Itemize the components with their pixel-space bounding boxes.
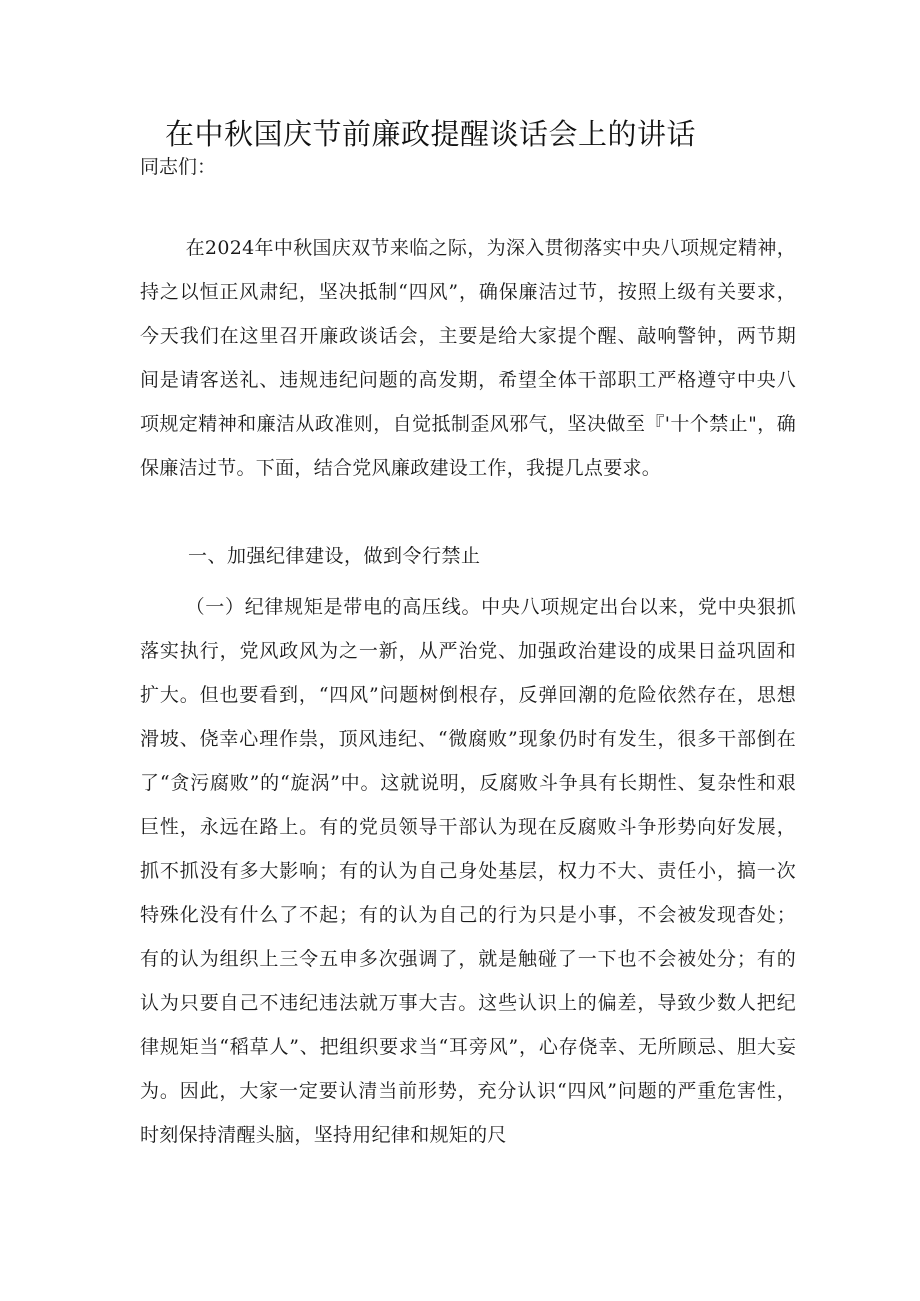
- section-paragraph: （一）纪律规矩是带电的高压线。中央八项规定出台以来，党中央狠抓落实执行，党风政风为之一新，从严治党、加强政治建设的成果日益巩固和扩大。但也要看到，“四风”问题树倒根存，反弹回潮的危险依然存在，思想滑坡、侥幸心理作祟，顶风违纪、“微腐败”现象仍时有发生，很多干部倒在了“贪污腐败”的“旋涡”中。这就说明，反腐败斗争具有长期性、复杂性和艰巨性，永远在路上。有的党员领导干部认为现在反腐败斗争形势向好发展，抓不抓没有多大影响；有的认为自己身处基层，权力不大、责任小，搞一次特殊化没有什么了不起；有的认为自己的行为只是小事，不会被发现杳处；有的认为组织上三令五申多次强调了，就是触碰了一下也不会被处分；有的认为只要自己不违纪违法就万事大吉。这些认识上的偏差，导致少数人把纪律规矩当“稻草人”、把组织要求当“耳旁风”，心存侥幸、无所顾忌、胆大妄为。因此，大家一定要认清当前形势，充分认识“四风”问题的严重危害性，时刻保持清醒头脑，坚持用纪律和规矩的尺: [140, 596, 796, 1146]
- salutation: 同志们：: [140, 156, 217, 178]
- section-heading: 一、加强纪律建设，做到令行禁止: [188, 545, 481, 567]
- document-title: 在中秋国庆节前廉政提醒谈话会上的讲话: [165, 117, 697, 151]
- intro-paragraph: 在2024年中秋国庆双节来临之际，为深入贯彻落实中央八项规定精神，持之以恒正风肃纪，坚决抵制“四风”，确保廉洁过节，按照上级有关要求，今天我们在这里召开廉政谈话会，主要是给大家提个醒、敲响警钟，两节期间是请客送礼、违规违纪问题的高发期，希望全体干部职工严格遵守中央八项规定精神和廉洁从政准则，自觉抵制歪风邪气，坚决做至『'十个禁止"，确保廉洁过节。下面，结合党风廉政建设工作，我提几点要求。: [140, 237, 796, 479]
